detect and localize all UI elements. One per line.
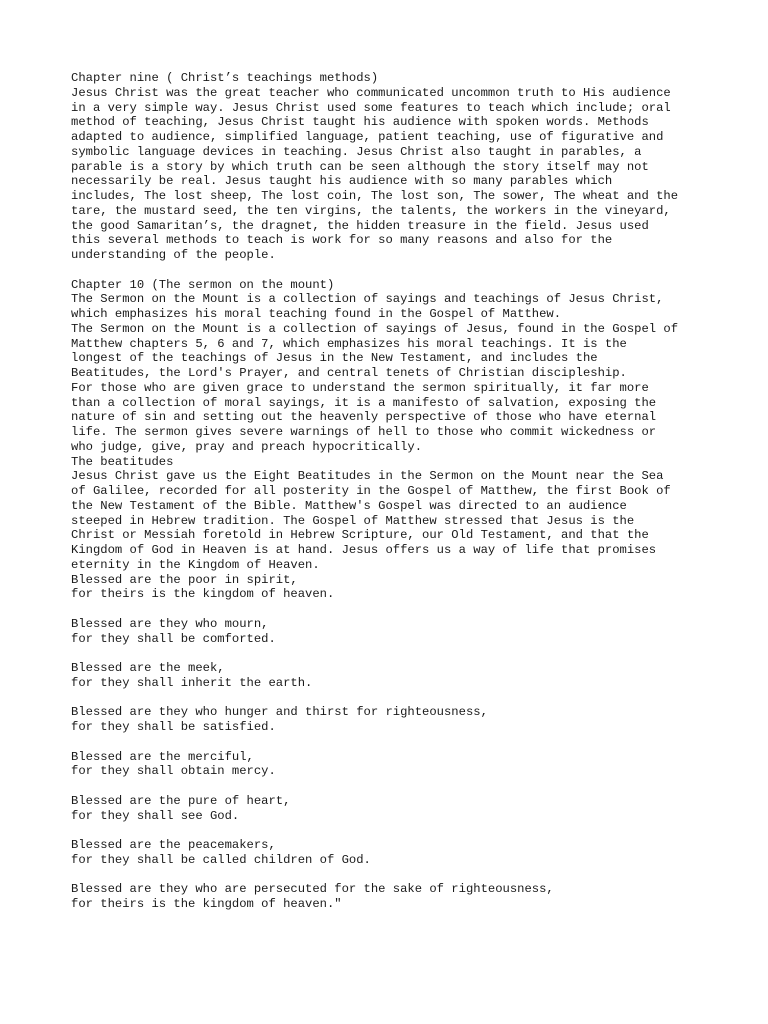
text-line: Matthew chapters 5, 6 and 7, which emphasizes his moral teachings. It is the (71, 336, 627, 351)
text-line: who judge, give, pray and preach hypocritically. (71, 439, 423, 454)
text-line: for theirs is the kingdom of heaven." (71, 897, 342, 911)
text-line: for theirs is the kingdom of heaven. (71, 587, 335, 602)
document-body (71, 71, 711, 912)
text-line: for they shall inherit the earth. (71, 675, 313, 690)
text-line: Blessed are the merciful, (71, 749, 254, 764)
text-line: Blessed are they who mourn, (71, 616, 269, 631)
paragraph-gap (71, 263, 711, 278)
text-line: for they shall be called children of God. (71, 852, 371, 867)
text-line: Blessed are they who are persecuted for the sake of righteousness, (71, 882, 554, 897)
text-line: For those who are given grace to understand the sermon spiritually, it far more (71, 380, 649, 395)
text-line: Beatitudes, the Lord's Prayer, and central tenets of Christian discipleship. (71, 366, 627, 380)
text-block (71, 794, 711, 824)
text-line: for they shall be satisfied. (71, 720, 276, 734)
text-line: method of teaching, Jesus Christ taught his audience with spoken words. Methods (71, 115, 649, 130)
text-line: of Galilee, recorded for all posterity in the Gospel of Matthew, the first Book of (71, 484, 671, 498)
text-line: Blessed are the peacemakers, (71, 838, 276, 852)
text-line: for they shall see God. (71, 808, 240, 823)
text-line: Blessed are the poor in spirit, (71, 572, 298, 587)
paragraph-gap (71, 823, 711, 838)
text-line: The beatitudes (71, 454, 174, 469)
paragraph-gap (71, 779, 711, 794)
text-line: for they shall be comforted. (71, 631, 276, 646)
text-line: the good Samaritan’s, the dragnet, the hidden treasure in the field. Jesus used (71, 218, 649, 233)
paragraph-gap (71, 691, 711, 706)
text-line: in a very simple way. Jesus Christ used some features to teach which include; oral (71, 100, 671, 115)
text-line: includes, The lost sheep, The lost coin, The lost son, The sower, The wheat and the (71, 189, 679, 203)
paragraph-gap (71, 868, 711, 883)
text-line: the New Testament of the Bible. Matthew's Gospel was directed to an audience (71, 498, 627, 513)
text-block (71, 838, 711, 868)
text-line: longest of the teachings of Jesus in the New Testament, and includes the (71, 351, 598, 366)
text-line: Jesus Christ was the great teacher who communicated uncommon truth to His audience (71, 85, 671, 100)
text-line: Jesus Christ gave us the Eight Beatitudes in the Sermon on the Mount near the Sea (71, 469, 664, 484)
text-line: Blessed are the meek, (71, 661, 225, 675)
text-block (71, 278, 711, 603)
text-block (71, 705, 711, 735)
text-line: Kingdom of God in Heaven is at hand. Jesus offers us a way of life that promises (71, 543, 657, 557)
text-line: than a collection of moral sayings, it is a manifesto of salvation, exposing the (71, 395, 657, 410)
text-block (71, 882, 711, 912)
text-line: which emphasizes his moral teaching found in the Gospel of Matthew. (71, 307, 562, 321)
text-line: eternity in the Kingdom of Heaven. (71, 557, 320, 572)
text-block (71, 661, 711, 691)
text-line: Chapter 10 (The sermon on the mount) (71, 277, 335, 292)
text-line: Christ or Messiah foretold in Hebrew Scripture, our Old Testament, and that the (71, 528, 649, 543)
text-line: life. The sermon gives severe warnings of hell to those who commit wickedness or (71, 425, 657, 439)
text-line: for they shall obtain mercy. (71, 764, 276, 779)
paragraph-gap (71, 646, 711, 661)
text-line: nature of sin and setting out the heavenly perspective of those who have eternal (71, 410, 657, 425)
text-line: Chapter nine ( Christ’s teachings methods) (71, 71, 379, 85)
text-line: this several methods to teach is work for so many reasons and also for the (71, 233, 613, 248)
text-line: adapted to audience, simplified language, patient teaching, use of figurative and (71, 130, 664, 144)
text-block (71, 750, 711, 780)
text-line: necessarily be real. Jesus taught his audience with so many parables which (71, 174, 613, 189)
text-line: symbolic language devices in teaching. Jesus Christ also taught in parables, a (71, 144, 642, 159)
paragraph-gap (71, 602, 711, 617)
text-line: tare, the mustard seed, the ten virgins, the talents, the workers in the vineyard, (71, 203, 671, 218)
text-line: Blessed are the pure of heart, (71, 793, 291, 808)
text-block (71, 71, 711, 263)
text-line: steeped in Hebrew tradition. The Gospel of Matthew stressed that Jesus is the (71, 513, 635, 528)
text-line: The Sermon on the Mount is a collection of sayings and teachings of Jesus Christ, (71, 292, 664, 307)
text-line: The Sermon on the Mount is a collection of sayings of Jesus, found in the Gospel of (71, 321, 679, 336)
text-line: Blessed are they who hunger and thirst for righteousness, (71, 705, 488, 720)
text-line: parable is a story by which truth can be seen although the story itself may not (71, 159, 649, 174)
paragraph-gap (71, 735, 711, 750)
text-block (71, 617, 711, 647)
text-line: understanding of the people. (71, 248, 276, 262)
